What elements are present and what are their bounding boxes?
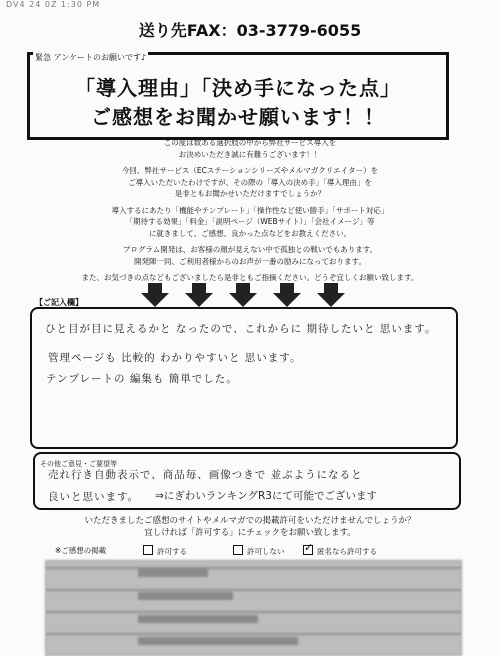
redacted-cell — [138, 569, 208, 577]
comment-line: テンプレートの 編集も 簡単でした。 — [46, 373, 238, 385]
down-arrow-icon — [317, 283, 345, 307]
intro-line: 開発陣一同、ご利用者様からのお声が一番の励みになっております。 — [134, 256, 366, 266]
fax-number: 送り先FAX：03-3779-6055 — [138, 21, 362, 40]
requests-label: その他ご意見・ご要望等 — [40, 460, 117, 468]
comment-line: ひと目が目に見えるかと なったので、これからに 期待したいと 思います。 — [45, 323, 437, 335]
permission-line: 宜しければ「許可する」にチェックをお願い致します。 — [144, 528, 356, 538]
urgent-note: 緊急 アンケートのお願いです♪ — [35, 53, 147, 62]
down-arrow-icon — [229, 283, 257, 307]
redacted-cell — [138, 592, 233, 600]
option-anonymous[interactable]: ✓ 匿名なら許可する — [303, 545, 377, 557]
checkbox[interactable] — [143, 545, 153, 555]
heading-line-1: 「導入理由」「決め手になった点」 — [75, 76, 401, 100]
publish-label: ※ご感想の掲載 — [55, 546, 107, 555]
option-deny[interactable]: 許可しない — [233, 545, 285, 557]
redacted-cell — [138, 615, 258, 623]
comment-section-label: 【ご記入欄】 — [35, 298, 83, 307]
intro-line: また、お気づきの点などもございましたら是非ともご指摘ください。どうぞ宜しくお願い致します。 — [81, 273, 419, 282]
intro-line: お決めいただき誠に有難うございます！！ — [178, 149, 322, 159]
redacted-cell — [138, 637, 298, 645]
down-arrow-icon — [141, 283, 169, 307]
permission-line: いただきましたご感想のサイトやメルマガでの掲載許可をいただけませんでしょうか？ — [84, 516, 416, 526]
intro-line: に就きまして、ご感想、良かった点などをお教えください。 — [148, 228, 352, 238]
intro-line: ご導入いただいたわけですが、その際の「導入の決め手」「導入理由」を — [128, 177, 372, 187]
reply-note: ⇒にぎわいランキングR3にて可能でございます — [155, 490, 377, 502]
publish-options — [55, 545, 475, 559]
intro-line: プログラム開発は、お客様の顔が見えない中で孤独との戦いでもあります。 — [122, 245, 378, 254]
checkbox-checked[interactable] — [303, 545, 313, 555]
comment-line: 管理ページも 比較的 わかりやすいと 思います。 — [48, 352, 302, 364]
option-allow[interactable]: 許可する — [143, 545, 187, 557]
request-line: 売れ行き自動表示で、商品毎、画像つきで 並ぶようになると — [48, 469, 363, 481]
down-arrow-icon — [185, 283, 213, 307]
checkbox[interactable] — [233, 545, 243, 555]
request-line: 良いと思います。 — [48, 491, 140, 503]
intro-line: この度は数ある選択肢の中から弊社サービス導入を — [163, 138, 337, 147]
heading-line-2: ご感想をお聞かせ願います！！ — [91, 105, 385, 129]
down-arrows — [140, 283, 360, 309]
redacted-info-table — [45, 560, 462, 656]
intro-line: 今回、弊社サービス（ECステーションシリーズやメルマガクリエイター）を — [121, 166, 379, 175]
intro-line: 「期待する効果」「料金」「説明ページ（WEBサイト）」「会社イメージ」等 — [125, 217, 375, 226]
permission-question — [30, 515, 470, 539]
intro-line: 導入するにあたり「機能やテンプレート」「操作性など使い勝手」「サポート対応」 — [111, 205, 389, 215]
fax-header: DV4 24 0Z 1:30 PM — [6, 0, 101, 9]
down-arrow-icon — [273, 283, 301, 307]
intro-text — [12, 137, 488, 289]
intro-line: 是非ともお聞かせいただけますでしょうか？ — [174, 189, 326, 198]
